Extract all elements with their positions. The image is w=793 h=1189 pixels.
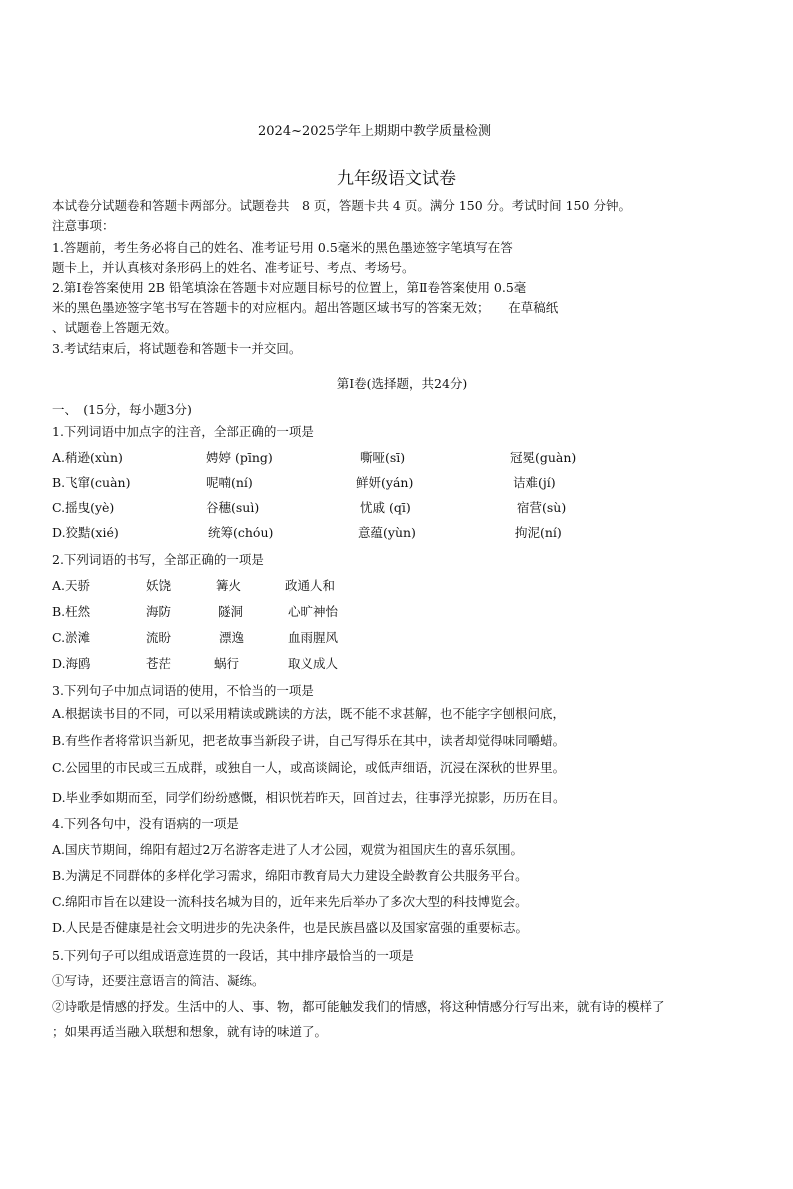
q1-stem: 1.下列词语中加点字的注音，全部正确的一项是 [52,424,314,439]
q2-b-4: 心旷神怡 [288,604,339,619]
q2-d-3: 蜗行 [214,656,240,671]
q5-sentence-1: ①写诗，还要注意语言的简洁、凝练。 [52,973,265,988]
part-1-header: 一、 (15分，每小题3分) [52,402,192,417]
q2-a-4: 政通人和 [285,578,336,593]
q1-d-3: 意蕴(yùn) [358,525,416,540]
q5-sentence-2-line-1: ②诗歌是情感的抒发。生活中的人、事、物，都可能触发我们的情感，将这种情感分行写出来，就有诗的模样了 [52,999,665,1014]
notice-heading: 注意事项： [52,218,115,233]
q3-option-d: D.毕业季如期而至，同学们纷纷感慨，相识恍若昨天，回首过去，往事浮光掠影，历历在目。 [52,790,566,805]
q4-option-a: A.国庆节期间，绵阳有超过2万名游客走进了人才公园，观赏为祖国庆生的喜乐氛围。 [52,842,523,857]
notice-item-1-line-1: 1.答题前，考生务必将自己的姓名、准考证号用 0.5毫米的黑色墨迹签字笔填写在答 [52,240,513,255]
q3-option-a: A.根据读书目的不同，可以采用精读或跳读的方法，既不能不求甚解，也不能字字刨根问底， [52,706,566,721]
notice-item-2-line-3: 、试题卷上答题无效。 [52,320,178,335]
q2-d-1: D.海鸥 [52,656,91,671]
section-1-title: 第Ⅰ卷(选择题，共24分) [336,376,468,391]
q3-option-b: B.有些作者将常识当新见，把老故事当新段子讲，自己写得乐在其中，读者却觉得味同嚼蜡。 [52,733,566,748]
q1-b-4: 诘难(jí) [513,475,556,490]
q2-a-2: 妖饶 [146,578,172,593]
q1-c-4: 宿营(sù) [517,500,567,515]
q4-option-d: D.人民是否健康是社会文明进步的先决条件，也是民族昌盛以及国家富强的重要标志。 [52,920,529,935]
q1-a-1: A.稍逊(xùn) [52,450,123,465]
q1-d-4: 拘泥(ní) [515,525,562,540]
q2-c-1: C.淤滩 [52,630,91,645]
q1-c-2: 谷穗(suì) [206,500,260,515]
q2-c-3: 漂逸 [219,630,245,645]
q2-b-3: 隧洞 [218,604,244,619]
q5-stem: 5.下列句子可以组成语意连贯的一段话，其中排序最恰当的一项是 [52,948,414,963]
q2-d-4: 取义成人 [288,656,339,671]
q1-d-2: 统筹(chóu) [208,525,274,540]
q1-a-4: 冠冕(guàn) [510,450,577,465]
paper-title: 九年级语文试卷 [337,169,456,189]
notice-item-2-line-1: 2.第Ⅰ卷答案使用 2B 铅笔填涂在答题卡对应题目标号的位置上，第Ⅱ卷答案使用 0.5毫 [52,280,527,295]
q4-stem: 4.下列各句中，没有语病的一项是 [52,816,239,831]
exam-name: 2024~2025学年上期期中教学质量检测 [258,124,492,139]
q2-a-1: A.天骄 [52,578,91,593]
q1-b-1: B.飞窜(cuàn) [52,475,131,490]
q4-option-c: C.绵阳市旨在以建设一流科技名城为目的，近年来先后举办了多次大型的科技博览会。 [52,894,528,909]
q5-sentence-2-line-2: ；如果再适当融入联想和想象，就有诗的味道了。 [52,1024,328,1039]
q1-b-2: 呢喃(ní) [206,475,253,490]
q3-stem: 3.下列句子中加点词语的使用，不恰当的一项是 [52,683,314,698]
notice-item-1-line-2: 题卡上，并认真核对条形码上的姓名、准考证号、考点、考场号。 [52,260,415,275]
q1-c-3: 忧戚 (qī) [360,500,411,515]
q1-b-3: 鲜妍(yán) [356,475,414,490]
q2-b-1: B.枉然 [52,604,91,619]
notice-item-3: 3.考试结束后，将试题卷和答题卡一并交回。 [52,341,302,356]
q1-c-1: C.摇曳(yè) [52,500,115,515]
q1-a-2: 娉婷 (pīng) [206,450,273,465]
q2-c-4: 血雨腥风 [288,630,339,645]
q2-c-2: 流盼 [146,630,172,645]
q1-d-1: D.狡黠(xié) [52,525,119,540]
q1-a-3: 嘶哑(sī) [360,450,406,465]
notice-intro: 本试卷分试题卷和答题卡两部分。试题卷共 8 页，答题卡共 4 页。满分 150 分。考试时间 150 分钟。 [52,198,631,213]
q2-stem: 2.下列词语的书写，全部正确的一项是 [52,552,264,567]
q2-d-2: 苍茫 [146,656,172,671]
q2-a-3: 篝火 [216,578,242,593]
notice-item-2-line-2: 米的黑色墨迹签字笔书写在答题卡的对应框内。超出答题区域书写的答案无效； 在草稿纸 [52,300,559,315]
q4-option-b: B.为满足不同群体的多样化学习需求，绵阳市教育局大力建设全龄教育公共服务平台。 [52,868,528,883]
q3-option-c: C.公园里的市民或三五成群，或独自一人，或高谈阔论，或低声细语，沉浸在深秋的世界里。 [52,760,566,775]
q2-b-2: 海防 [146,604,172,619]
